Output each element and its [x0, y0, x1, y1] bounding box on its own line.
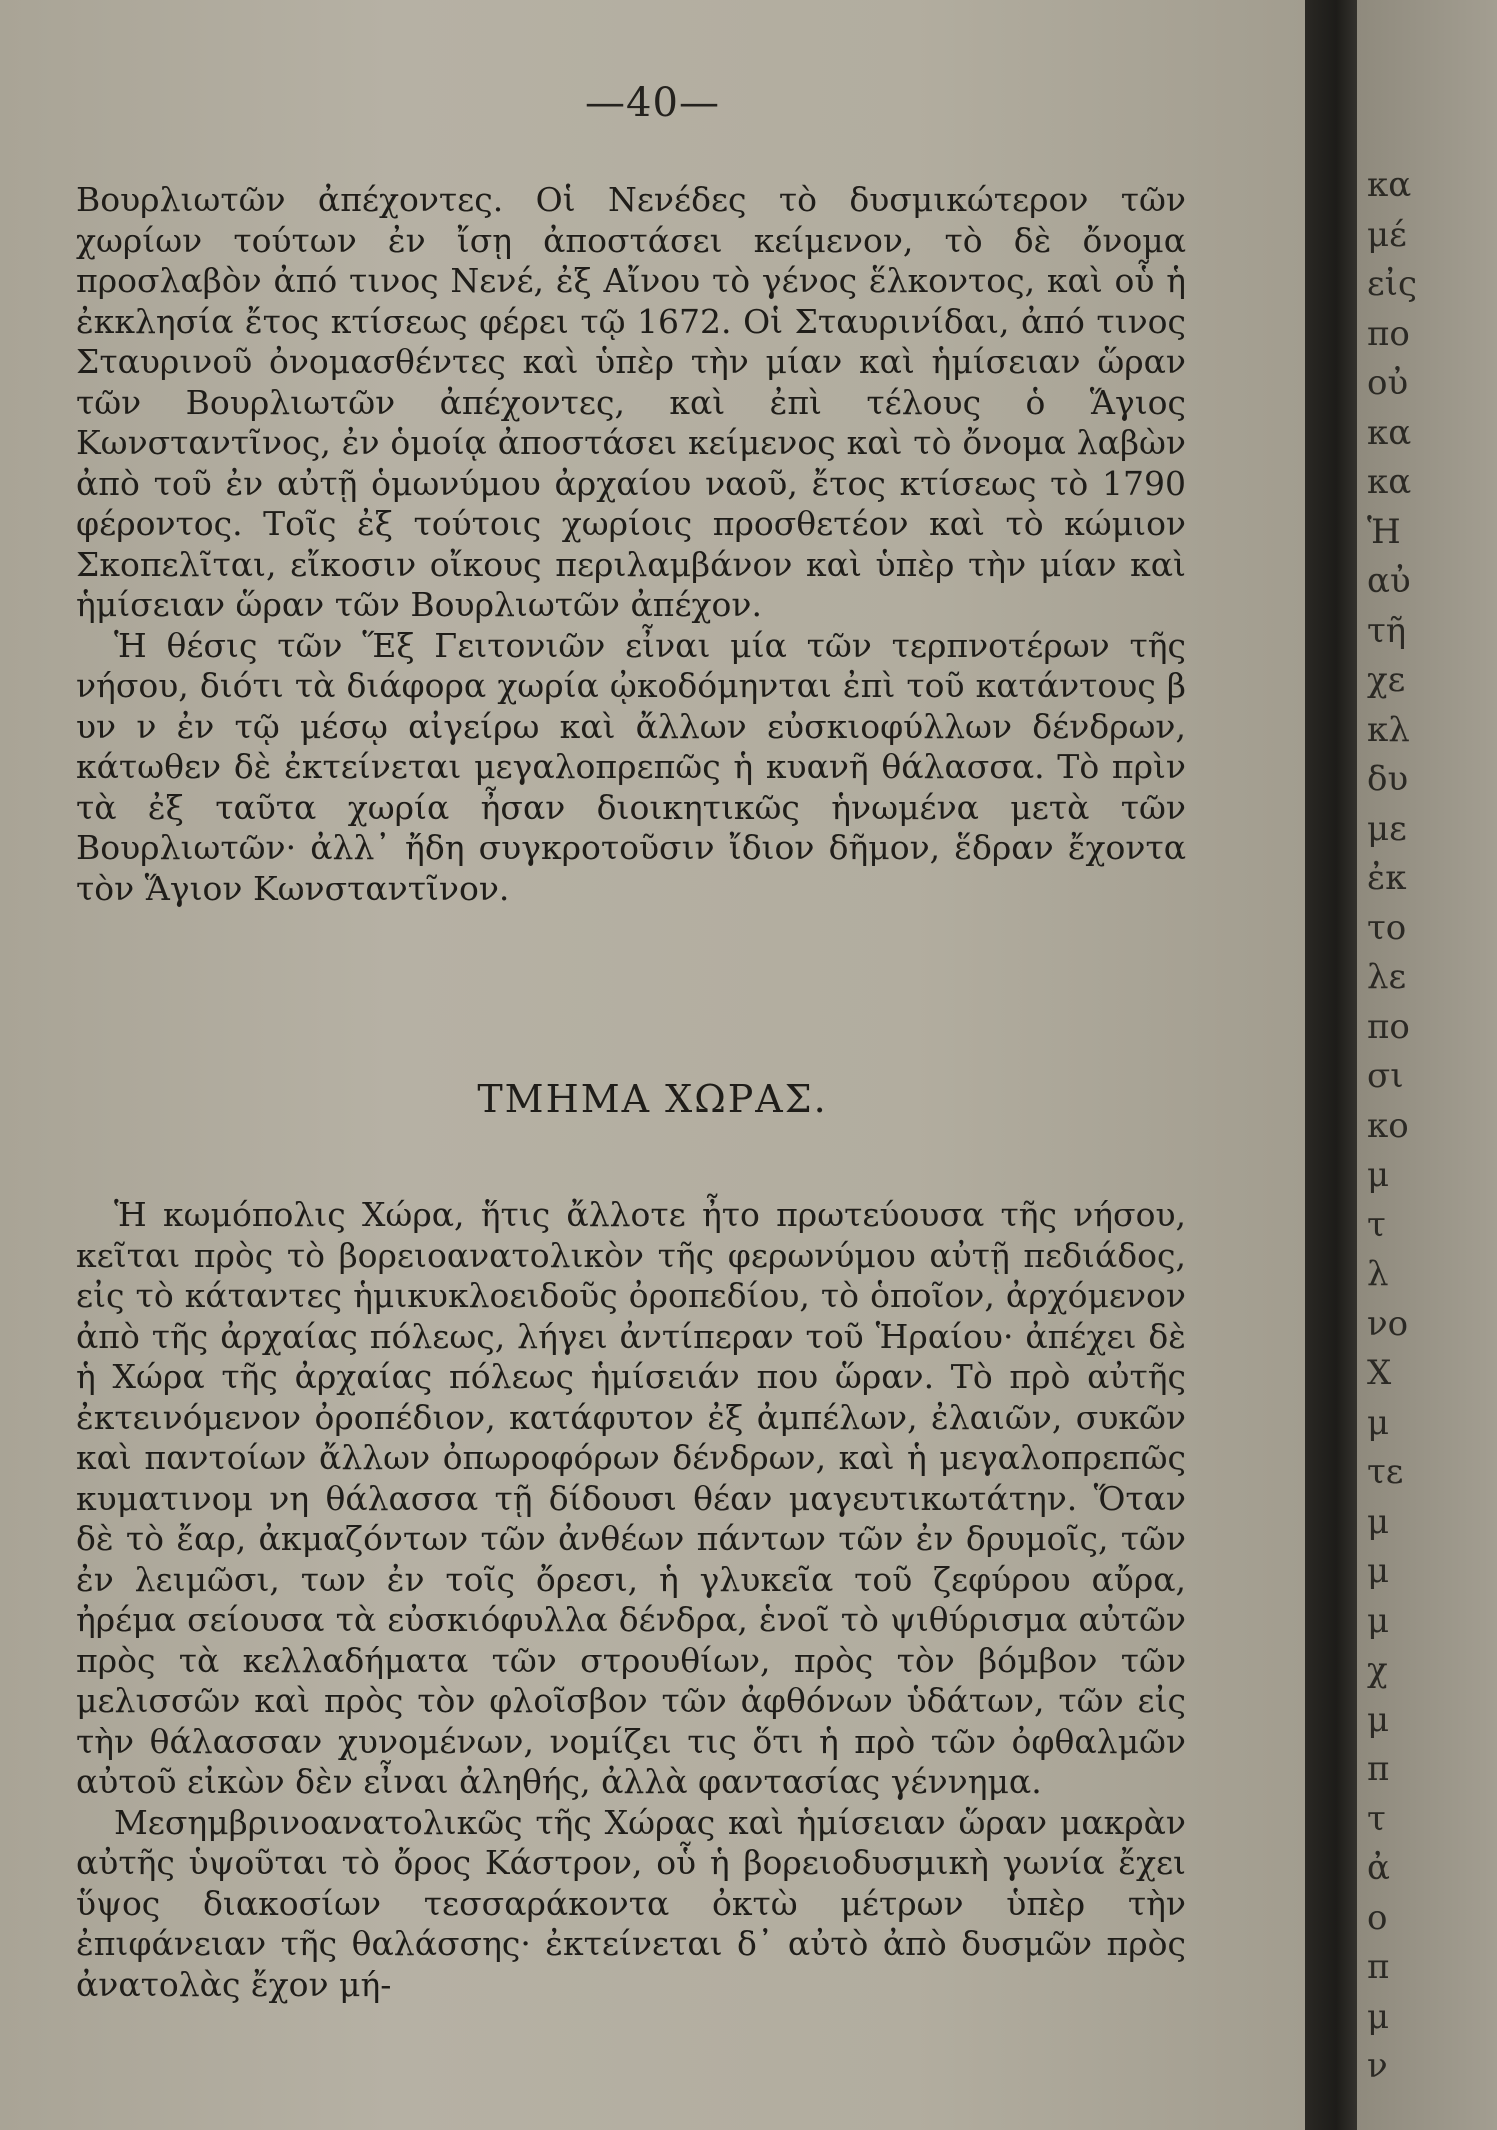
- page-number: —40—: [585, 80, 720, 126]
- adjacent-page-fragment: μ: [1367, 1155, 1390, 1195]
- adjacent-page-fragment: μέ: [1367, 214, 1407, 255]
- adjacent-page-fragment: νο: [1367, 1303, 1409, 1344]
- adjacent-page-fragment: λ: [1367, 1254, 1389, 1294]
- adjacent-page-edge: [1357, 0, 1497, 2130]
- adjacent-page-fragment: τ: [1367, 1798, 1386, 1839]
- paragraph: Ἡ κωμόπολις Χώρα, ἥτις ἄλλοτε ἦτο πρωτεύουσα τῆς νήσου, κεῖται πρὸς τὸ βορειοανατολικὸν τῆς φερωνύμου αὐτῇ πεδιάδος, εἰς τὸ κάταντες ἡμικυκλοειδοῦς ὀροπεδίου, τὸ ὁποῖον, ἀρχόμενον ἀπὸ τῆς ἀρχαίας πόλεως, λήγει ἀντίπεραν τοῦ Ἡραίου· ἀπέχει δὲ ἡ Χώρα τῆς ἀρχαίας πόλεως ἡμίσειάν που ὥραν. Τὸ πρὸ αὐτῆς ἐκτεινόμενον ὀροπέδιον, κατάφυτον ἐξ ἀμπέλων, ἐλαιῶν, συκῶν καὶ παντοίων ἄλλων ὀπωροφόρων δένδρων, καὶ ἡ μεγαλοπρεπῶς κυματινομ νη θάλασσα τῇ δίδουσι θέαν μαγευτικωτάτην. Ὅταν δὲ τὸ ἔαρ, ἀκμαζόντων τῶν ἀνθέων πάντων τῶν ἐν δρυμοῖς, τῶν ἐν λειμῶσι, των ἐν τοῖς ὄρεσι, ἡ γλυκεῖα τοῦ ζεφύρου αὔρα, ἠρέμα σείουσα τὰ εὐσκιόφυλλα δένδρα, ἑνοῖ τὸ ψιθύρισμα αὐτῶν πρὸς τὰ κελλαδήματα τῶν στρουθίων, πρὸς τὸν βόμβον τῶν μελισσῶν καὶ πρὸς τὸν φλοῖσβον τῶν ἀφθόνων ὑδάτων, τῶν εἰς τὴν θάλασσαν χυνομένων, νομίζει τις ὅτι ἡ πρὸ τῶν ὀφθαλμῶν αὐτοῦ εἰκὼν δὲν εἶναι ἀληθής, ἀλλὰ φαντασίας γέννημα.: [76, 1195, 1186, 1801]
- adjacent-page-fragment: τῆ: [1367, 610, 1407, 651]
- paragraph: Βουρλιωτῶν ἀπέχοντες. Οἱ Νενέδες τὸ δυσμικώτερον τῶν χωρίων τούτων ἐν ἴσῃ ἀποστάσει κείμενον, τὸ δὲ ὄνομα προσλαβὸν ἀπό τινος Νενέ, ἐξ Αἴνου τὸ γένος ἕλκοντος, καὶ οὗ ἡ ἐκκλησία ἔτος κτίσεως φέρει τῷ 1672. Οἱ Σταυρινίδαι, ἀπό τινος Σταυρινοῦ ὀνομασθέντες καὶ ὑπὲρ τὴν μίαν καὶ ἡμίσειαν ὥραν τῶν Βουρλιωτῶν ἀπέχοντες, καὶ ἐπὶ τέλους ὁ Ἅγιος Κωνσταντῖνος, ἐν ὁμοίᾳ ἀποστάσει κείμενος καὶ τὸ ὄνομα λαβὼν ἀπὸ τοῦ ἐν αὐτῇ ὁμωνύμου ἀρχαίου ναοῦ, ἔτος κτίσεως τὸ 1790 φέροντος. Τοῖς ἐξ τούτοις χωρίοις προσθετέον καὶ τὸ κώμιον Σκοπελῖται, εἴκοσιν οἴκους περιλαμβάνον καὶ ὑπὲρ τὴν μίαν καὶ ἡμίσειαν ὥραν τῶν Βουρλιωτῶν ἀπέχον.: [76, 180, 1186, 624]
- adjacent-page-fragment: χ: [1367, 1650, 1388, 1690]
- adjacent-page-fragment: ἀ: [1367, 1848, 1390, 1888]
- section-heading: ΤΜΗΜΑ ΧΩΡΑΣ.: [477, 1077, 828, 1121]
- adjacent-page-fragment: κα: [1367, 462, 1412, 502]
- adjacent-page-fragment: ο: [1367, 1897, 1388, 1938]
- adjacent-page-fragment: μ: [1367, 1600, 1390, 1641]
- text-block-upper: [76, 180, 1186, 909]
- adjacent-page-fragment: Ἡ: [1367, 511, 1401, 552]
- adjacent-page-fragment: κα: [1367, 165, 1412, 205]
- adjacent-page-fragment: τε: [1367, 1452, 1404, 1492]
- adjacent-page-fragment: μ: [1367, 1402, 1390, 1443]
- adjacent-page-fragment: οὐ: [1367, 363, 1409, 403]
- adjacent-page-fragment: μ: [1367, 1501, 1390, 1542]
- adjacent-page-fragment: μ: [1367, 1996, 1390, 2037]
- paragraph: Μεσημβρινοανατολικῶς τῆς Χώρας καὶ ἡμίσειαν ὥραν μακρὰν αὐτῆς ὑψοῦται τὸ ὄρος Κάστρον, οὗ ἡ βορειοδυσμικὴ γωνία ἔχει ὕψος διακοσίων τεσσαράκοντα ὀκτὼ μέτρων ὑπὲρ τὴν ἐπιφάνειαν τῆς θαλάσσης· ἐκτείνεται δ᾽ αὐτὸ ἀπὸ δυσμῶν πρὸς ἀνατολὰς ἔχον μή-: [76, 1802, 1186, 2004]
- adjacent-page-fragment: εἰς: [1367, 264, 1417, 304]
- adjacent-page-fragment: αὐ: [1367, 561, 1411, 601]
- adjacent-page-fragment: δυ: [1367, 759, 1409, 799]
- adjacent-page-fragment: π: [1367, 1749, 1390, 1789]
- paragraph: Ἡ θέσις τῶν Ἕξ Γειτονιῶν εἶναι μία τῶν τερπνοτέρων τῆς νήσου, διότι τὰ διάφορα χωρία ᾠκοδόμηνται ἐπὶ τοῦ κατάντους β υν ν ἐν τῷ μέσῳ αἰγείρω καὶ ἄλλων εὐσκιοφύλλων δένδρων, κάτωθεν δὲ ἐκτείνεται μεγαλοπρεπῶς ἡ κυανῆ θάλασσα. Τὸ πρὶν τὰ ἐξ ταῦτα χωρία ἦσαν διοικητικῶς ἡνωμένα μετὰ τῶν Βουρλιωτῶν· ἀλλ᾽ ἤδη συγκροτοῦσιν ἴδιον δῆμον, ἕδραν ἔχοντα τὸν Ἅγιον Κωνσταντῖνον.: [76, 625, 1186, 908]
- adjacent-page-fragment: λε: [1367, 957, 1407, 997]
- adjacent-page-fragment: μ: [1367, 1551, 1390, 1591]
- adjacent-page-fragment: χε: [1367, 660, 1406, 700]
- adjacent-page-fragment: κο: [1367, 1105, 1409, 1146]
- adjacent-page-fragment: μ: [1367, 1699, 1390, 1740]
- adjacent-page-fragment: Χ: [1367, 1353, 1392, 1393]
- adjacent-page-fragment: σι: [1367, 1056, 1404, 1096]
- adjacent-page-fragment: τ: [1367, 1204, 1386, 1245]
- adjacent-page-fragment: κλ: [1367, 709, 1410, 750]
- text-block-lower: [76, 1195, 1186, 2005]
- adjacent-page-fragment: ν: [1367, 2046, 1388, 2086]
- adjacent-page-fragment: ἐκ: [1367, 858, 1407, 898]
- adjacent-page-fragment: το: [1367, 907, 1407, 948]
- adjacent-page-fragment: πο: [1367, 313, 1410, 354]
- adjacent-page-fragment: κα: [1367, 412, 1412, 453]
- adjacent-page-fragment: π: [1367, 1947, 1390, 1987]
- book-gutter: [1305, 0, 1357, 2130]
- adjacent-page-fragment: με: [1367, 808, 1407, 849]
- adjacent-page-fragment: πο: [1367, 1006, 1410, 1047]
